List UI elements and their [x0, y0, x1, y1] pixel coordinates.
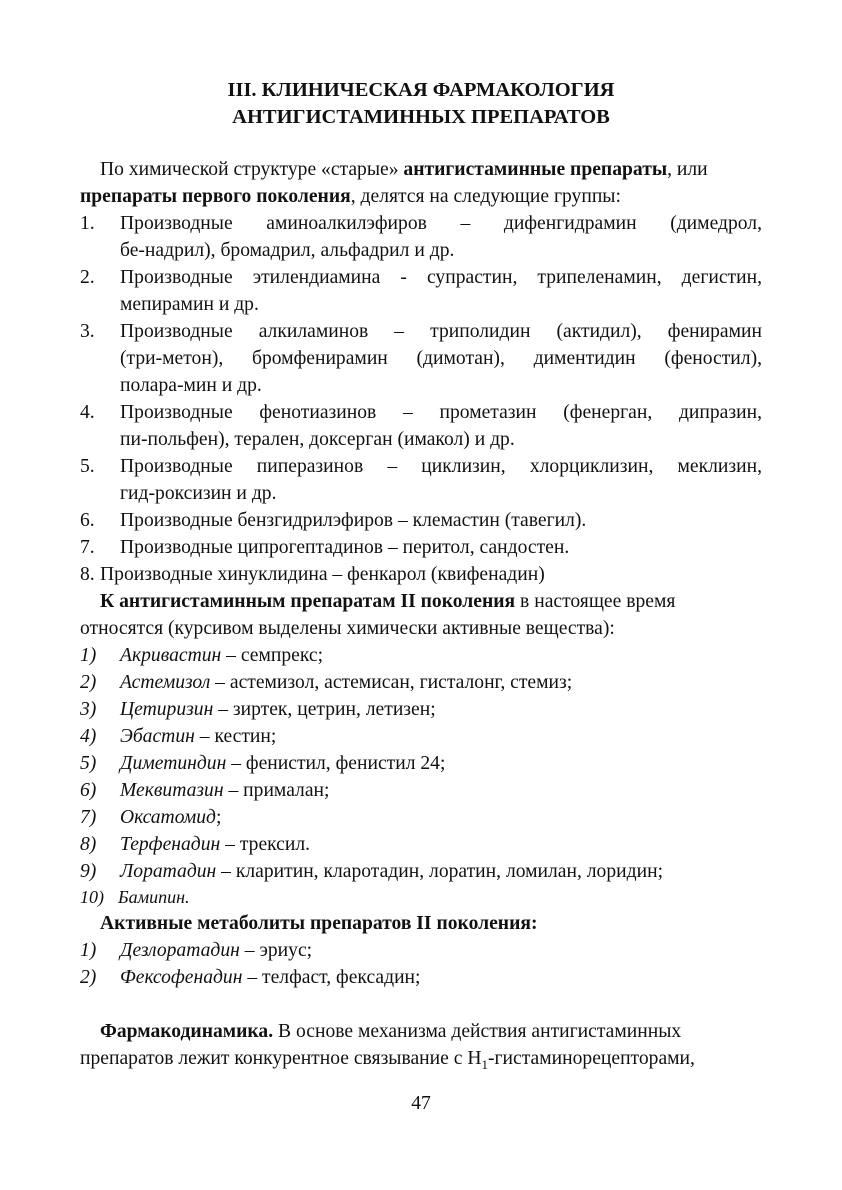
list-item-text: Производные алкиламинов – триполидин (актидил), фенирамин: [120, 321, 762, 342]
list-item-number: 3.: [80, 321, 95, 342]
list-item-text: Производные пиперазинов – циклизин, хлорциклизин, меклизин,: [120, 456, 762, 477]
list-item-text: Лоратадин – кларитин, кларотадин, лоратин, ломилан, лоридин;: [120, 861, 664, 882]
list-item-number: 6): [80, 780, 97, 801]
list-item-text: Диметиндин – фенистил, фенистил 24;: [120, 753, 446, 774]
list-item-number: 1): [80, 940, 97, 961]
list-item-number: 8.: [80, 564, 95, 585]
list-item-number: 5): [80, 753, 97, 774]
page-number: 47: [411, 1093, 431, 1114]
list-item-text: Производные хинуклидина – фенкарол (квифенадин): [100, 564, 545, 585]
list-item-text: Бамипин.: [118, 887, 190, 907]
list-item-text: Меквитазин – прималан;: [120, 780, 330, 801]
list-item-text: Производные ципрогептадинов – перитол, сандостен.: [120, 537, 570, 558]
list-item-text: мепирамин и др.: [120, 294, 259, 315]
list-item-text: Производные фенотиазинов – прометазин (фенерган, дипразин,: [120, 402, 762, 423]
list-item-text: Производные бензгидрилэфиров – клемастин (тавегил).: [120, 510, 587, 531]
list-item-number: 7): [80, 807, 97, 828]
list-item-number: 2.: [80, 267, 95, 288]
list-item-text: Производные этилендиамина - супрастин, трипеленамин, дегистин,: [120, 267, 762, 288]
section-title-line-2: АНТИГИСТАМИННЫХ ПРЕПАРАТОВ: [232, 106, 610, 128]
gen2-intro-line-1: К антигистаминным препаратам II поколения в настоящее время: [100, 591, 676, 612]
intro-line-2: препараты первого поколения, делятся на следующие группы:: [80, 186, 621, 207]
list-item-text: Терфенадин – трексил.: [120, 834, 311, 855]
pharmacodynamics-line-1: Фармакодинамика. В основе механизма действия антигистаминных: [100, 1021, 682, 1042]
list-item-number: 1): [80, 645, 97, 666]
list-item-text: Цетиризин – зиртек, цетрин, летизен;: [120, 699, 436, 720]
intro-line-1: По химической структуре «старые» антигистаминные препараты, или: [100, 159, 708, 180]
list-item-number: 5.: [80, 456, 95, 477]
list-item-number: 4.: [80, 402, 95, 423]
section-title-line-1: III. КЛИНИЧЕСКАЯ ФАРМАКОЛОГИЯ: [227, 79, 615, 101]
metabolites-heading: Активные метаболиты препаратов II поколения:: [100, 913, 538, 934]
list-item-number: 6.: [80, 510, 95, 531]
list-item-number: 2): [80, 967, 97, 988]
list-item-text: Производные аминоалкилэфиров – дифенгидрамин (димедрол,: [120, 213, 762, 234]
pharmacodynamics-line-2: препаратов лежит конкурентное связывание с $Н_1$-гистаминорецепторами,: [80, 1048, 695, 1072]
list-item-text: (три-метон), бромфенирамин (димотан), диментидин (феностил),: [120, 348, 762, 369]
list-item-number: 2): [80, 672, 97, 693]
list-item-text: Дезлоратадин – эриус;: [120, 940, 313, 961]
list-item-number: 1.: [80, 213, 95, 234]
list-item-number: 3): [80, 699, 97, 720]
list-item-text: Акривастин – семпрекс;: [120, 645, 324, 666]
list-item-text: Эбастин – кестин;: [120, 726, 277, 747]
list-item-text: Фексофенадин – телфаст, фексадин;: [120, 967, 421, 988]
list-item-text: Астемизол – астемизол, астемисан, гисталонг, стемиз;: [120, 672, 573, 693]
list-item-text: бе-надрил), бромадрил, альфадрил и др.: [120, 240, 455, 261]
list-item-number: 9): [80, 861, 97, 882]
gen2-intro-line-2: относятся (курсивом выделены химически активные вещества):: [80, 618, 615, 639]
list-item-number: 7.: [80, 537, 95, 558]
list-item-number: 8): [80, 834, 97, 855]
list-item-text: Оксатомид;: [120, 807, 222, 828]
list-item-number: 4): [80, 726, 97, 747]
list-item-text: гид-роксизин и др.: [120, 483, 277, 504]
list-item-text: полара-мин и др.: [120, 375, 262, 396]
list-item-number: 10): [80, 887, 104, 907]
list-item-text: пи-польфен), терален, доксерган (имакол) и др.: [120, 429, 515, 450]
